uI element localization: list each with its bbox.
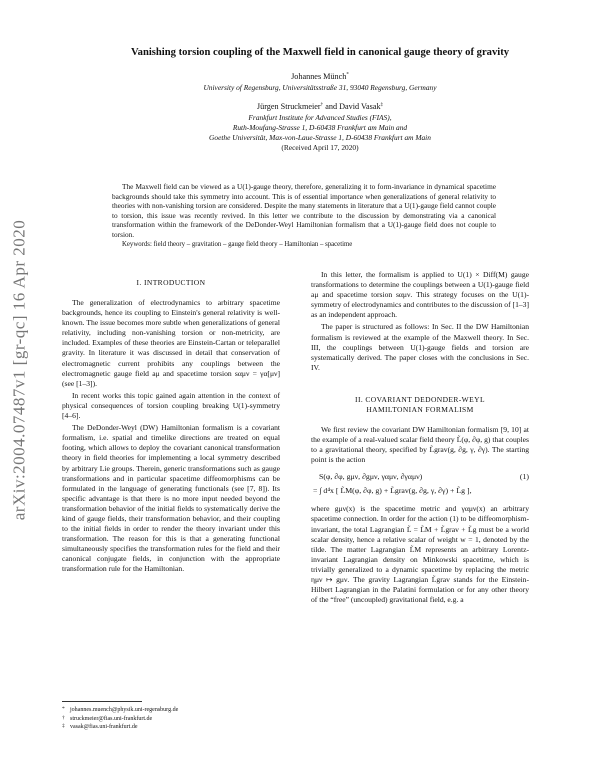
intro-paragraph-2: In recent works this topic gained again attention in the context of physical consequences of torsion coupling breaking U(1)-symmetry [4–6]. xyxy=(62,390,280,421)
section-2-heading-line-2: HAMILTONIAN FORMALISM xyxy=(366,404,474,414)
author-3-mark: ‡ xyxy=(380,102,384,108)
intro-paragraph-4: In this letter, the formalism is applied to U(1) × Diff(M) gauge transformations to determine the couplings between a U(1)-gauge field aμ and spacetime torsion sαμν. This strategy focuses on the U(1)-symmetry of electrodynamics and contributes to the discussion of [1–3] as an independent approach. xyxy=(311,270,529,320)
equation-1 xyxy=(311,470,529,498)
received-date: (Received April 17, 2020) xyxy=(281,143,359,152)
intro-paragraph-1: The generalization of electrodynamics to arbitrary spacetime backgrounds, hence its coupling to Einstein's general relativity is well-known. The issue becomes more subtle when generalizations of general relativity, including non-vanishing torsion or non-metricity, are included. Examples of these theories are Einstein-Cartan or teleparallel gravity. In literature it was discussed in detail that conservation of electromagnetic current prohibits any couplings between the electromagnetic gauge field aμ and spacetime torsion sαμν = γα[μν] (see [1–3]). xyxy=(62,298,280,388)
section-1-heading: I. INTRODUCTION xyxy=(136,278,206,287)
left-column xyxy=(62,278,280,577)
footnote-3 xyxy=(62,723,280,732)
footnote-1-email: johannes.muench@physik.uni-regensburg.de xyxy=(70,707,179,713)
affiliation-2-line-3: Goethe Universität, Max-von-Laue-Strasse 1, D-60438 Frankfurt am Main xyxy=(209,133,431,142)
equation-1-line-1: S(φ, ∂φ, gμν, ∂gμν, γαμν, ∂γαμν) xyxy=(319,472,423,482)
intro-paragraph-3: The DeDonder-Weyl (DW) Hamiltonian formalism is a covariant formalism, i.e. spatial and timelike directions are treated on equal footing, which allows to deploy the covariant canonical transformation theory in field theories for implementing a local symmetry described by arbitrary Lie groups. Therein, generic transformations such as gauge transformations and in particular spacetime diffeomorphisms can be formulated in the language of generating functionals (see [7, 8]). Its specific advantage is that there is no more input needed beyond the transformation behavior of the initial fields to systematically derive the kind of gauge fields, their transformation behavior, and their coupling to the initial fields in order to render the theory invariant under this transformation. The reason for this is that a generating functional simultaneously specifies the transformation rules for the field and their canonical conjugate fields, in conjunction with the appropriate transformation rule for the Hamiltonian. xyxy=(62,423,280,574)
footnote-1-mark: * xyxy=(62,706,65,712)
section-2-paragraph-1: We first review the covariant DW Hamiltonian formalism [9, 10] at the example of a real-valued scalar field theory L̃(φ, ∂φ, g) that couples to a gravitational theory, specified by L̃grav(g, ∂g, γ, ∂γ). The starting point is the action xyxy=(311,424,529,465)
author-3: David Vasak xyxy=(339,102,381,111)
section-2-heading xyxy=(311,395,529,415)
footnote-2-mark: † xyxy=(62,714,65,721)
author-line-1 xyxy=(40,72,600,82)
section-2-heading-line-1: II. COVARIANT DEDONDER-WEYL xyxy=(355,394,485,404)
intro-paragraph-5: The paper is structured as follows: In Sec. II the DW Hamiltonian formalism is reviewed at the example of the Maxwell theory. In Sec. III, the couplings between U(1)-gauge fields and torsion are systematically derived. The paper closes with the conclusions in Sec. IV. xyxy=(311,322,529,372)
affiliation-2-line-2: Ruth-Moufang-Strasse 1, D-60438 Frankfurt am Main and xyxy=(232,123,408,132)
author-2: Jürgen Struckmeier xyxy=(256,102,321,111)
abstract-text: The Maxwell field can be viewed as a U(1)-gauge theory, therefore, generalizing it to form-invariance in dynamical spacetime backgrounds should take this symmetry into account. This is of essential importance when generalizations of general relativity to theories with non-vanishing torsion are considered. Despite the many statements in literature that a U(1)-gauge field cannot couple to torsion, this issue was recently revived. In this letter we contribute to the discussion by demonstrating via a canonical transformation within the framework of the DeDonder-Weyl Hamiltonian formalism that a U(1)-gauge field does not couple to torsion. xyxy=(112,182,496,239)
affiliation-2-line-1: Frankfurt Institute for Advanced Studies (FIAS), xyxy=(248,113,392,122)
equation-1-line-2: = ∫ d⁴x [ L̃M(φ, ∂φ, g) + L̃grav(g, ∂g, γ, ∂γ) + L̃g ], xyxy=(313,486,472,496)
author-1-mark: * xyxy=(346,72,349,78)
author-and: and xyxy=(325,102,338,111)
keywords: Keywords: field theory – gravitation – gauge field theory – Hamiltonian – spacetime xyxy=(122,240,353,248)
arxiv-identifier-stamp xyxy=(6,160,32,580)
affiliation-1: University of Regensburg, Universitätsstraße 31, 93040 Regensburg, Germany xyxy=(203,83,437,92)
right-column xyxy=(311,270,529,607)
author-1: Johannes Münch xyxy=(291,72,347,81)
author-line-2 xyxy=(40,102,600,112)
author-2-mark: † xyxy=(320,102,324,108)
section-2-paragraph-2: where gμν(x) is the spacetime metric and γαμν(x) an arbitrary spacetime connection. In order for the action (1) to be diffeomorphism-invariant, the total Lagrangian L̃ = L̃M + L̃grav + L̃g must be a world scalar density, hence a relative scalar of weight w = 1, denoted by the tilde. The matter Lagrangian L̃M represents an arbitrary Lorentz-invariant Lagrangian density on Minkowski spacetime, which is trivially generalized to a dynamic spacetime by replacing the metric ημν ↦ gμν. The gravity Lagrangian L̃grav stands for the Einstein-Hilbert Lagrangian in the Palatini formulation or for any other theory of the “free” (uncoupled) gravitational field, e.g. a xyxy=(311,504,529,605)
equation-1-number: (1) xyxy=(519,472,529,482)
footnote-2-email: struckmeier@fias.uni-frankfurt.de xyxy=(70,715,153,722)
footnotes xyxy=(62,701,280,732)
footnote-rule xyxy=(62,701,142,702)
paper-title: Vanishing torsion coupling of the Maxwell field in canonical gauge theory of gravity xyxy=(130,47,510,58)
footnote-3-mark: ‡ xyxy=(62,723,65,729)
footnote-1 xyxy=(62,706,280,715)
abstract xyxy=(112,182,496,249)
arxiv-id-text: arXiv:2004.07487v1 [gr-qc] 16 Apr 2020 xyxy=(9,219,28,521)
footnote-2 xyxy=(62,715,280,724)
footnote-3-email: vasak@fias.uni-frankfurt.de xyxy=(70,724,138,730)
